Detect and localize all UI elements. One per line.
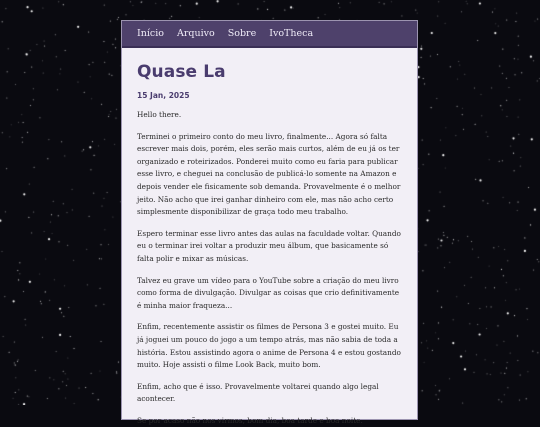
nav-link-ivotheca[interactable]: IvoTheca (269, 28, 314, 39)
top-nav (122, 21, 417, 48)
post-title: Quase La (137, 62, 226, 82)
post-date: 15 Jan, 2025 (137, 91, 190, 100)
post-paragraph: Terminei o primeiro conto do meu livro, finalmente... Agora só falta escrever mais dois, porém, eles serão mais curtos, além de eu já os ter organizado e roteirizados. Ponderei muito como eu faria para publicar esse livro, e cheguei na conclusão de publicá-lo somente na Amazon e depois vender ele fisicamente sob demanda. Provavelmente é o melhor jeito. Não acho que irei ganhar dinheiro com ele, mas não acho certo simplesmente disponibilizar de graça todo meu trabalho. (137, 131, 401, 217)
post-body (137, 109, 402, 427)
post-paragraph: Enfim, recentemente assistir os filmes de Persona 3 e gostei muito. Eu já joguei um pouco do jogo a um tempo atrás, mas não sabia de toda a história. Estou assistindo agora o anime de Persona 4 e estou gostando muito. Hoje assisti o filme Look Back, muito bom. (137, 322, 401, 370)
blog-page (121, 20, 418, 425)
nav-link-arquivo[interactable]: Arquivo (177, 28, 215, 39)
post-paragraph: Talvez eu grave um vídeo para o YouTube sobre a criação do meu livro como forma de divulgação. Divulgar as coisas que crio definitivamente é minha maior fraqueza... (137, 275, 400, 310)
post-content (122, 48, 417, 427)
nav-link-sobre[interactable]: Sobre (227, 28, 257, 39)
post-paragraph: Se por acaso não nos virmos, bom dia, boa tarde e boa noite. (137, 415, 363, 425)
post-paragraph: Enfim, acho que é isso. Provavelmente voltarei quando algo legal acontecer. (137, 381, 379, 404)
post-paragraph: Espero terminar esse livro antes das aulas na faculdade voltar. Quando eu o terminar irei voltar a produzir meu álbum, que basicamente só falta polir e mixar as músicas. (137, 228, 401, 263)
nav-link-inicio[interactable]: Início (137, 28, 164, 39)
post-paragraph: Hello there. (137, 110, 182, 119)
